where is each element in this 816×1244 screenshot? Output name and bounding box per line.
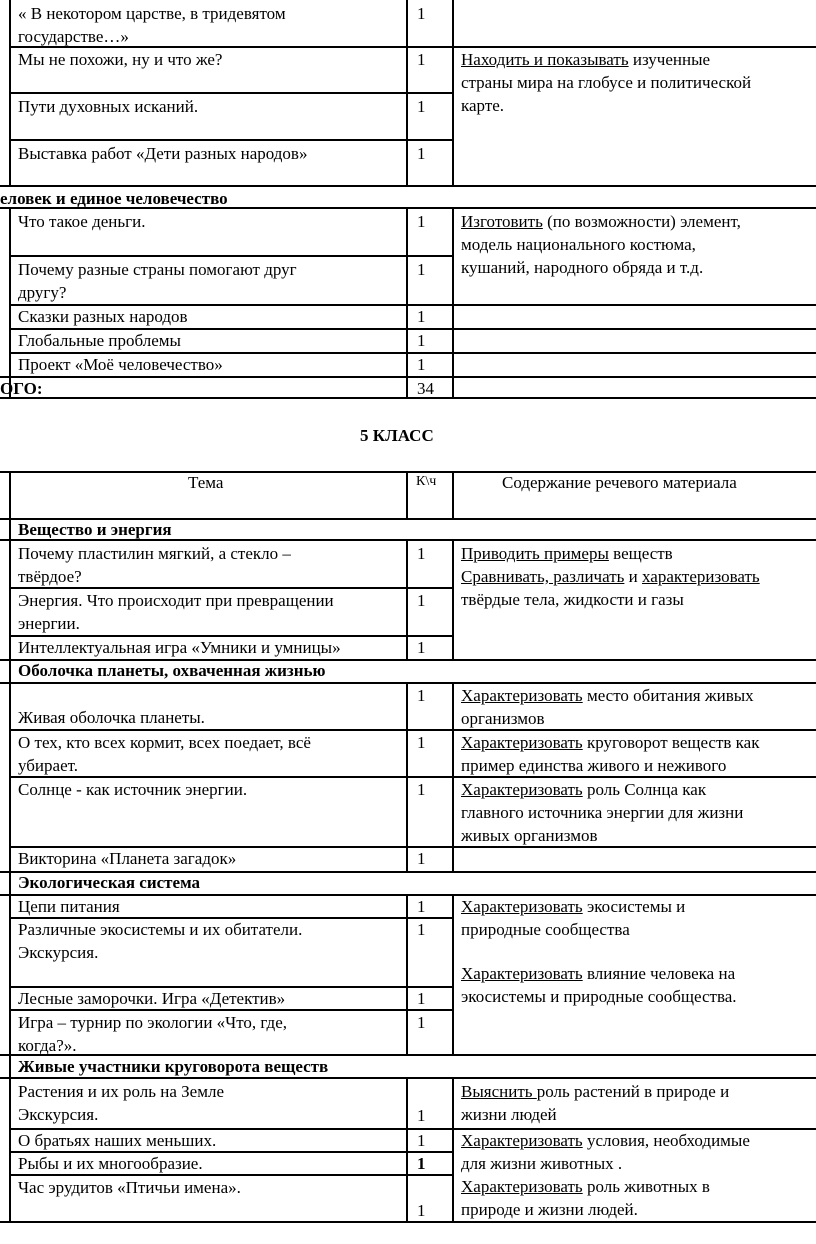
content-text: Характеризовать влияние человека на экосистемы и природные сообщества. — [461, 964, 737, 1006]
hours-value: 1 — [417, 544, 426, 563]
border-line — [406, 895, 408, 1055]
border-line — [406, 472, 408, 519]
topic-text: Различные экосистемы и их обитатели. Экскурсия. — [18, 920, 303, 962]
section-title: Живые участники круговорота веществ — [18, 1057, 329, 1076]
topic-text: О тех, кто всех кормит, всех поедает, всё убирает. — [18, 733, 311, 775]
hours-value: 1 — [417, 733, 426, 752]
topic-text: « В некотором царстве, в тридевятом государстве…» — [18, 4, 286, 46]
border-line — [452, 540, 454, 660]
content-text: Характеризовать роль Солнца как главного источника энергии для жизни живых организмов — [461, 780, 744, 845]
border-line — [9, 208, 11, 398]
border-line — [452, 895, 454, 1055]
content-text: Характеризовать условия, необходимые для жизни животных . Характеризовать роль животных в природе и жизни людей. — [461, 1131, 750, 1219]
border-line — [0, 1221, 816, 1223]
hours-value: 1 — [417, 989, 426, 1008]
border-line — [0, 894, 816, 896]
hours-value: 1 — [417, 591, 426, 610]
section-title: Оболочка планеты, охваченная жизнью — [18, 661, 326, 680]
hours-value: 1 — [417, 1106, 426, 1125]
topic-text: Глобальные проблемы — [18, 331, 181, 350]
hours-value: 1 — [417, 260, 426, 279]
class-title: 5 КЛАСС — [360, 426, 434, 445]
hours-value: 1 — [417, 4, 426, 23]
border-line — [406, 1078, 408, 1222]
hours-value: 1 — [417, 307, 426, 326]
topic-text: Мы не похожи, ну и что же? — [18, 50, 223, 69]
topic-text: Солнце - как источник энергии. — [18, 780, 248, 799]
topic-text: Пути духовных исканий. — [18, 97, 199, 116]
hours-value: 1 — [417, 1201, 426, 1220]
topic-text: Лесные заморочки. Игра «Детектив» — [18, 989, 286, 1008]
topic-text: Что такое деньги. — [18, 212, 146, 231]
section-title: Экологическая система — [18, 873, 201, 892]
hours-value: 1 — [417, 920, 426, 939]
column-header-content: Содержание речевого материала — [502, 473, 737, 492]
topic-text: Интеллектуальная игра «Умники и умницы» — [18, 638, 341, 657]
topic-text: Проект «Моё человечество» — [18, 355, 223, 374]
hours-value: 1 — [417, 331, 426, 350]
topic-text: Рыбы и их многообразие. — [18, 1154, 203, 1173]
border-line — [0, 397, 816, 399]
topic-text: Час эрудитов «Птичьи имена». — [18, 1178, 241, 1197]
border-line — [9, 255, 452, 257]
topic-text: Живая оболочка планеты. — [18, 708, 205, 727]
border-line — [406, 208, 408, 398]
topic-text: Растения и их роль на Земле Экскурсия. — [18, 1082, 224, 1124]
topic-text: О братьях наших меньших. — [18, 1131, 217, 1150]
content-text: Находить и показывать изученные страны мира на глобусе и политической карте. — [461, 50, 752, 115]
content-text: Приводить примеры веществ Сравнивать, различать и характеризовать твёрдые тела, жидкости и газы — [461, 544, 760, 609]
section-title: еловек и единое человечество — [0, 189, 228, 208]
hours-value: 1 — [417, 1154, 426, 1173]
border-line — [406, 540, 408, 660]
hours-value: 1 — [417, 1131, 426, 1150]
content-text: Характеризовать место обитания живых организмов — [461, 686, 754, 728]
border-line — [452, 208, 454, 398]
border-line — [452, 1078, 454, 1222]
topic-text: Энергия. Что происходит при превращении энергии. — [18, 591, 334, 633]
topic-text: Почему разные страны помогают друг другу? — [18, 260, 297, 302]
topic-text: Цепи питания — [18, 897, 120, 916]
topic-text: Выставка работ «Дети разных народов» — [18, 144, 308, 163]
topic-text: Игра – турнир по экологии «Что, где, когда?». — [18, 1013, 287, 1055]
topic-text: Почему пластилин мягкий, а стекло – твёрдое? — [18, 544, 291, 586]
column-header-theme: Тема — [188, 473, 224, 492]
border-line — [0, 376, 816, 378]
border-line — [9, 92, 452, 94]
hours-value: 1 — [417, 50, 426, 69]
hours-value: 1 — [417, 212, 426, 231]
column-header-hours: К\ч — [416, 474, 437, 489]
hours-value: 1 — [417, 97, 426, 116]
border-line — [9, 139, 452, 141]
content-text: Характеризовать круговорот веществ как пример единства живого и неживого — [461, 733, 760, 775]
hours-value: 1 — [417, 849, 426, 868]
content-text: Изготовить (по возможности) элемент, модель национального костюма, кушаний, народного обряда и т.д. — [461, 212, 741, 277]
hours-value: 1 — [417, 1013, 426, 1032]
hours-value: 1 — [417, 638, 426, 657]
total-value: 34 — [417, 379, 434, 398]
total-label: ОГО: — [0, 379, 43, 398]
content-text: Выяснить роль растений в природе и жизни людей — [461, 1082, 730, 1124]
hours-value: 1 — [417, 686, 426, 705]
hours-value: 1 — [417, 144, 426, 163]
content-text: Характеризовать экосистемы и природные сообщества — [461, 897, 686, 939]
section-title: Вещество и энергия — [18, 520, 172, 539]
hours-value: 1 — [417, 897, 426, 916]
border-line — [452, 472, 454, 519]
hours-value: 1 — [417, 355, 426, 374]
border-line — [452, 0, 454, 186]
topic-text: Сказки разных народов — [18, 307, 188, 326]
topic-text: Викторина «Планета загадок» — [18, 849, 237, 868]
hours-value: 1 — [417, 780, 426, 799]
